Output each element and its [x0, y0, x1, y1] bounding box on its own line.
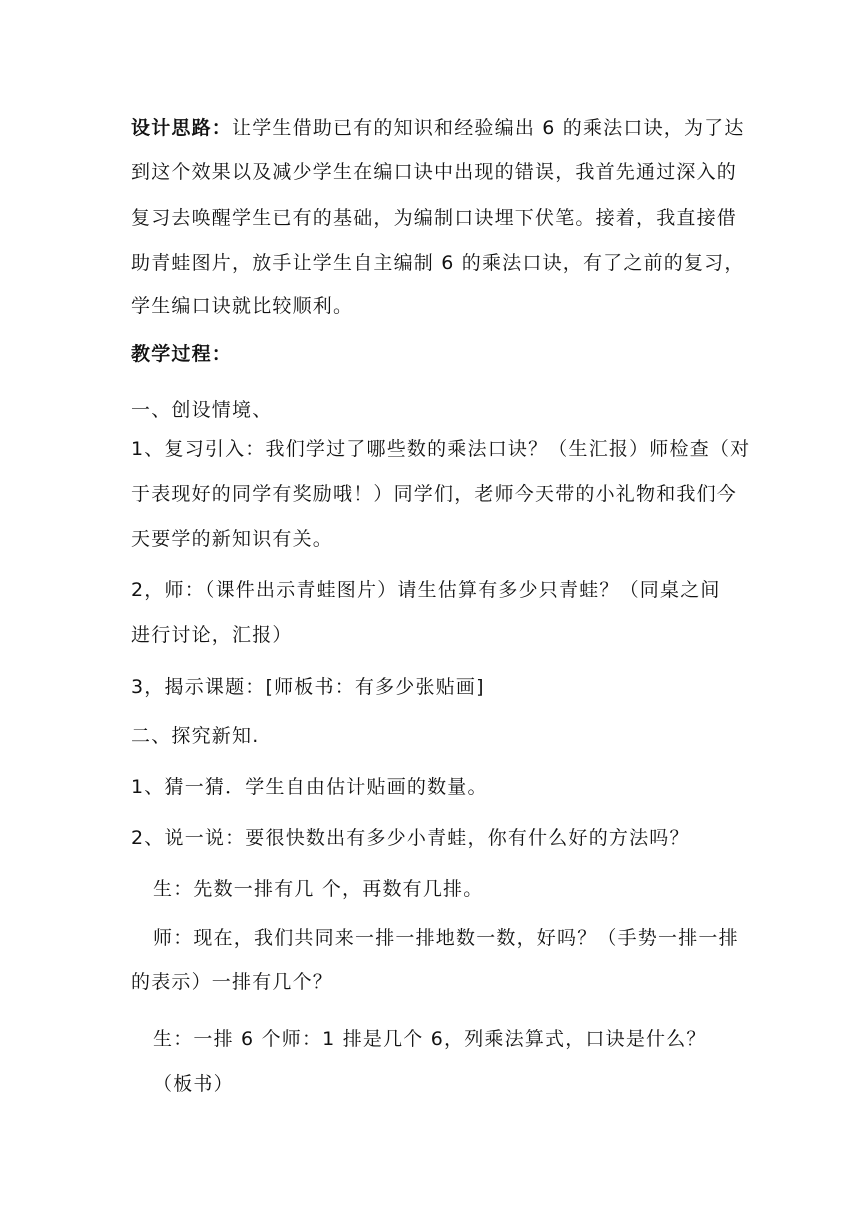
guess-item: 1、猜一猜．学生自由估计贴画的数量。	[131, 776, 488, 798]
item-2-line-1: 2，师：（课件出示青蛙图片）请生估算有多少只青蛙？（同桌之间	[131, 579, 721, 601]
design-line-4: 助青蛙图片，放手让学生自主编制 6 的乘法口诀，有了之前的复习，	[131, 252, 745, 274]
item-3: 3，揭示课题：[师板书：有多少张贴画]	[131, 676, 485, 698]
design-label: 设计思路：	[131, 117, 233, 139]
student-reply-1: 生：先数一排有几 个，再数有几排。	[153, 878, 484, 900]
item-1-line-1: 1、复习引入：我们学过了哪些数的乘法口诀？（生汇报）师检查（对	[131, 438, 751, 460]
student-reply-2: 生：一排 6 个师：1 排是几个 6，列乘法算式，口诀是什么？	[153, 1028, 707, 1050]
section-2-heading: 二、探究新知.	[131, 725, 260, 747]
item-1-line-2: 于表现好的同学有奖励哦！）同学们，老师今天带的小礼物和我们今	[131, 483, 738, 505]
design-line-5: 学生编口诀就比较顺利。	[131, 295, 354, 317]
teacher-line-1: 师：现在，我们共同来一排一排地数一数，好吗？（手势一排一排	[153, 927, 739, 949]
design-line-3: 复习去唤醒学生已有的基础，为编制口诀埋下伏笔。接着，我直接借	[131, 207, 738, 229]
design-line-2: 到这个效果以及减少学生在编口诀中出现的错误，我首先通过深入的	[131, 161, 738, 183]
item-1-line-3: 天要学的新知识有关。	[131, 528, 334, 550]
design-line-1	[131, 115, 745, 141]
section-1-heading: 一、创设情境、	[131, 399, 273, 421]
item-2-line-2: 进行讨论，汇报）	[131, 624, 293, 646]
say-item: 2、说一说：要很快数出有多少小青蛙，你有什么好的方法吗？	[131, 827, 690, 849]
board-note: （板书）	[153, 1073, 234, 1095]
design-text: 让学生借助已有的知识和经验编出 6 的乘法口诀，为了达	[232, 117, 745, 139]
teacher-line-2: 的表示）一排有几个？	[131, 971, 334, 993]
teaching-process-heading: 教学过程：	[131, 343, 233, 365]
